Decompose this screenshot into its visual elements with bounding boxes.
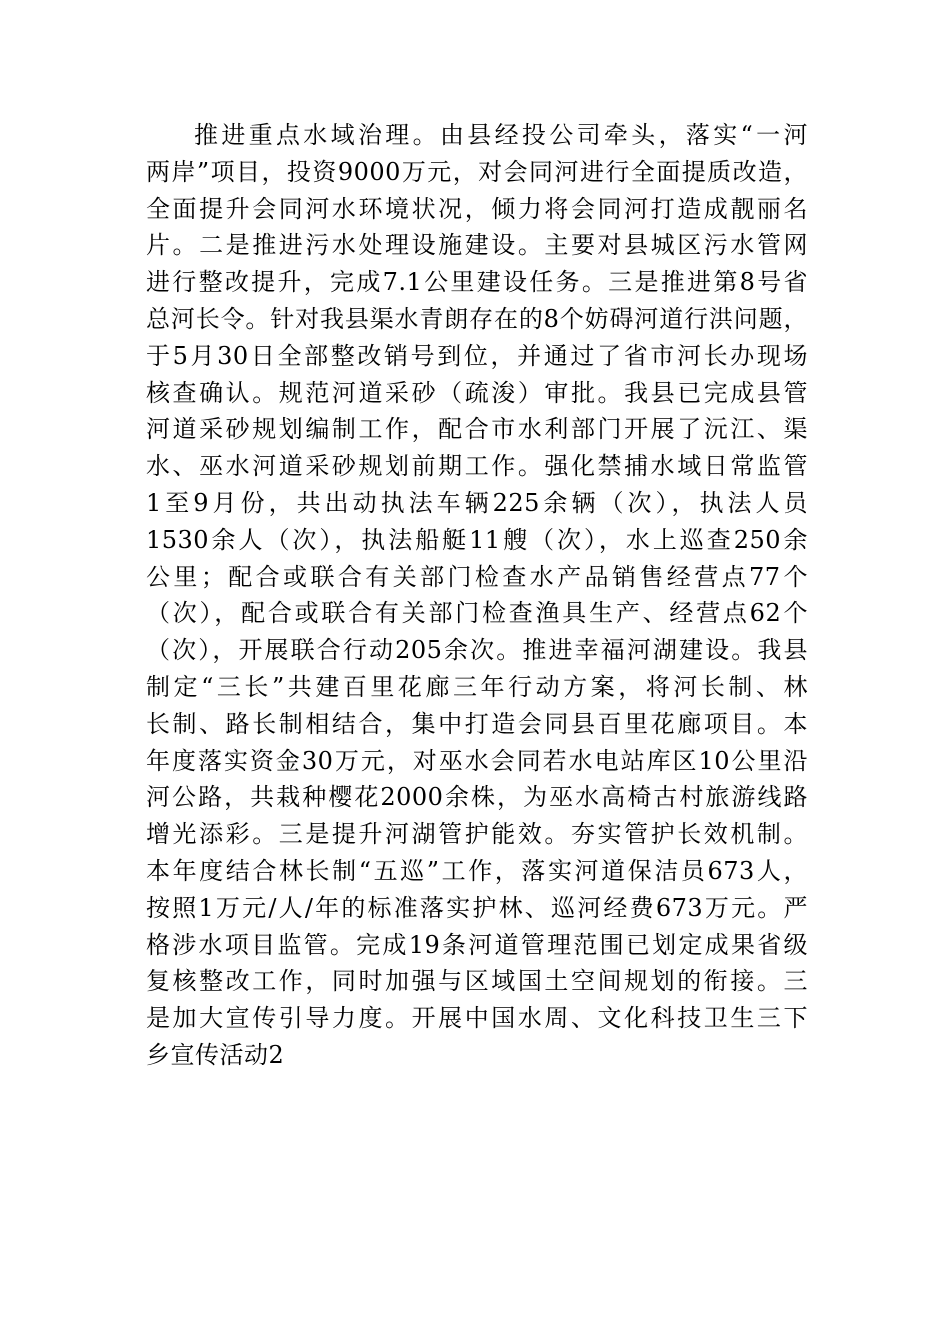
text-line: 河道采砂规划编制工作，配合市水利部门开展了沅江、渠	[146, 415, 808, 444]
text-line: 两岸”项目，投资9000万元，对会同河进行全面提质改造，	[146, 157, 808, 186]
text-line: 片。二是推进污水处理设施建设。主要对县城区污水管网	[146, 231, 808, 260]
text-line: 于5月30日全部整改销号到位，并通过了省市河长办现场	[146, 341, 808, 370]
text-line: 是加大宣传引导力度。开展中国水周、文化科技卫生三下	[146, 1004, 808, 1033]
text-line: （次），配合或联合有关部门检查渔具生产、经营点62个	[146, 599, 808, 628]
text-line: 本年度结合林长制“五巡”工作，落实河道保洁员673人，	[146, 856, 808, 885]
text-line: 制定“三长”共建百里花廊三年行动方案，将河长制、林	[146, 672, 808, 701]
text-line: 增光添彩。三是提升河湖管护能效。夯实管护长效机制。	[146, 820, 808, 849]
text-line: 河公路，共栽种樱花2000余株，为巫水高椅古村旅游线路	[146, 783, 808, 812]
text-line: 按照1万元/人/年的标准落实护林、巡河经费673万元。严	[146, 893, 808, 922]
text-line: 全面提升会同河水环境状况，倾力将会同河打造成靓丽名	[146, 194, 808, 223]
text-line: 总河长令。针对我县渠水青朗存在的8个妨碍河道行洪问题，	[146, 304, 808, 333]
text-line: 核查确认。规范河道采砂（疏浚）审批。我县已完成县管	[146, 378, 808, 407]
text-line: 年度落实资金30万元，对巫水会同若水电站库区10公里沿	[146, 746, 808, 775]
text-line: 乡宣传活动2	[146, 1040, 285, 1069]
text-line: 进行整改提升，完成7.1公里建设任务。三是推进第8号省	[146, 268, 808, 297]
text-line: 公里；配合或联合有关部门检查水产品销售经营点77个	[146, 562, 808, 591]
text-line: 1至9月份，共出动执法车辆225余辆（次），执法人员	[146, 488, 808, 517]
text-line: 复核整改工作，同时加强与区域国土空间规划的衔接。三	[146, 967, 808, 996]
text-line: 长制、路长制相结合，集中打造会同县百里花廊项目。本	[146, 709, 808, 738]
text-line: 水、巫水河道采砂规划前期工作。强化禁捕水域日常监管	[146, 452, 808, 481]
body-paragraph	[146, 117, 808, 1074]
text-line: （次），开展联合行动205余次。推进幸福河湖建设。我县	[146, 636, 808, 665]
text-line: 1530余人（次），执法船艇11艘（次），水上巡查250余	[146, 525, 808, 554]
text-line: 推进重点水域治理。由县经投公司牵头，落实“一河	[194, 121, 808, 149]
text-line: 格涉水项目监管。完成19条河道管理范围已划定成果省级	[146, 930, 808, 959]
